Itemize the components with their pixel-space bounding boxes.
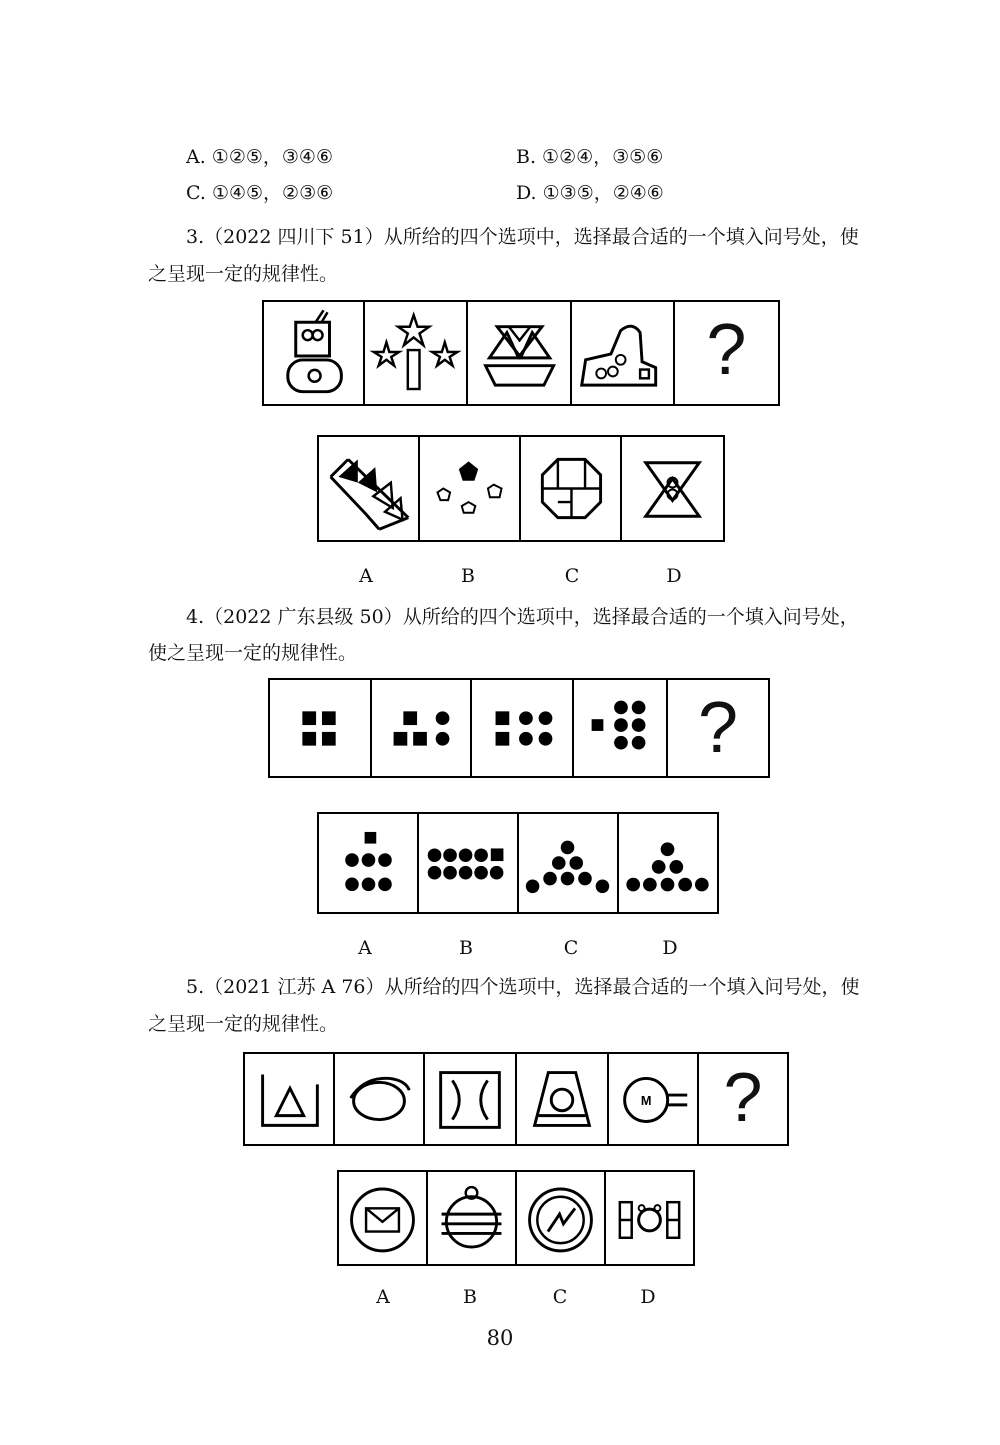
q5-figure-2 (335, 1054, 425, 1144)
q4-option-a[interactable] (319, 814, 419, 912)
lightning-circle-icon (517, 1172, 604, 1264)
q5-figure-3 (425, 1054, 517, 1144)
q5-options-strip (337, 1170, 695, 1266)
circles-square-rows-icon (419, 814, 517, 912)
q4-label-a: A (358, 937, 372, 959)
q3-label-d: D (666, 565, 682, 587)
envelope-circle-icon (339, 1172, 426, 1264)
striped-circle-icon (428, 1172, 515, 1264)
question-mark-icon: ? (697, 688, 739, 768)
q4-figure-3 (472, 680, 574, 776)
q4-label-b: B (459, 937, 473, 959)
q5-figure-1 (245, 1054, 335, 1144)
square-six-circles-icon (319, 814, 417, 912)
q4-text-line1: 4.（2022 广东县级 50）从所给的四个选项中，选择最合适的一个填入问号处， (186, 606, 859, 628)
q5-question-cell (699, 1054, 787, 1144)
q3-text-line1: 3.（2022 四川下 51）从所给的四个选项中，选择最合适的一个填入问号处，使 (186, 226, 859, 248)
hourglass-circles-icon (622, 437, 723, 540)
q3-option-a[interactable] (319, 437, 420, 540)
q3-figure-1 (264, 302, 365, 404)
prev-option-d: D. ①③⑤，②④⑥ (516, 182, 664, 204)
page-number: 80 (486, 1326, 514, 1350)
trapezoid-circle-icon (517, 1054, 607, 1144)
prev-option-a: A. ①②⑤，③④⑥ (186, 146, 333, 168)
q3-text-line2: 之呈现一定的规律性。 (148, 263, 339, 285)
q5-label-d: D (640, 1286, 656, 1308)
q5-option-d[interactable] (606, 1172, 693, 1264)
q4-figure-2 (372, 680, 472, 776)
q5-label-b: B (463, 1286, 477, 1308)
q3-option-b[interactable] (420, 437, 521, 540)
four-squares-icon (270, 680, 370, 776)
q4-figure-4 (574, 680, 668, 776)
q5-question-strip (243, 1052, 789, 1146)
prev-option-b: B. ①②④，③⑤⑥ (516, 146, 664, 168)
question-mark-icon: ? (723, 1058, 763, 1136)
q3-label-a: A (359, 565, 373, 587)
q4-question-strip (268, 678, 770, 778)
m-letter: M (640, 1092, 652, 1108)
q4-text-line2: 使之呈现一定的规律性。 (148, 642, 358, 664)
bars-ring-icon (606, 1172, 693, 1264)
q4-option-d[interactable] (619, 814, 717, 912)
q5-figure-5 (609, 1054, 699, 1144)
pentagons-icon (420, 437, 519, 540)
hat-spirals-icon (572, 302, 673, 404)
q3-figure-3 (468, 302, 571, 404)
q5-option-b[interactable] (428, 1172, 517, 1264)
q4-option-c[interactable] (519, 814, 619, 912)
q5-label-c: C (552, 1286, 568, 1308)
q5-figure-4 (517, 1054, 609, 1144)
q5-text-line2: 之呈现一定的规律性。 (148, 1013, 339, 1035)
square-circles-grid-icon (574, 680, 666, 776)
q3-option-c[interactable] (521, 437, 622, 540)
q4-label-c: C (563, 937, 579, 959)
circle-pyramid-icon (519, 814, 617, 912)
q5-text-line1: 5.（2021 江苏 A 76）从所给的四个选项中，选择最合适的一个填入问号处，使 (186, 976, 860, 998)
q4-question-cell (668, 680, 768, 776)
triangles-band-icon (319, 437, 418, 540)
q3-question-cell (675, 302, 778, 404)
q4-option-b[interactable] (419, 814, 519, 912)
squares-circles-icon (472, 680, 572, 776)
question-mark-icon: ? (706, 310, 747, 390)
ellipse-arc-icon (335, 1054, 423, 1144)
q3-figure-4 (572, 302, 675, 404)
q4-options-strip (317, 812, 719, 914)
three-stars-icon (365, 302, 466, 404)
circle-triangle-icon (619, 814, 717, 912)
q3-label-b: B (461, 565, 475, 587)
q3-figure-2 (365, 302, 468, 404)
q3-option-d[interactable] (622, 437, 723, 540)
q5-option-c[interactable] (517, 1172, 606, 1264)
q3-question-strip (262, 300, 780, 406)
octagon-squares-icon (521, 437, 620, 540)
robot-figure-icon (264, 302, 363, 404)
q3-options-strip (317, 435, 725, 542)
framed-double-arc-icon (425, 1054, 515, 1144)
circle-m-icon (609, 1054, 697, 1144)
prev-option-c: C. ①④⑤，②③⑥ (186, 182, 334, 204)
squares-circle-icon (372, 680, 470, 776)
q4-label-d: D (662, 937, 678, 959)
q4-figure-1 (270, 680, 372, 776)
q3-label-c: C (564, 565, 580, 587)
triangle-in-cup-icon (245, 1054, 333, 1144)
triangles-trapezoid-icon (468, 302, 569, 404)
q5-label-a: A (376, 1286, 390, 1308)
q5-option-a[interactable] (339, 1172, 428, 1264)
